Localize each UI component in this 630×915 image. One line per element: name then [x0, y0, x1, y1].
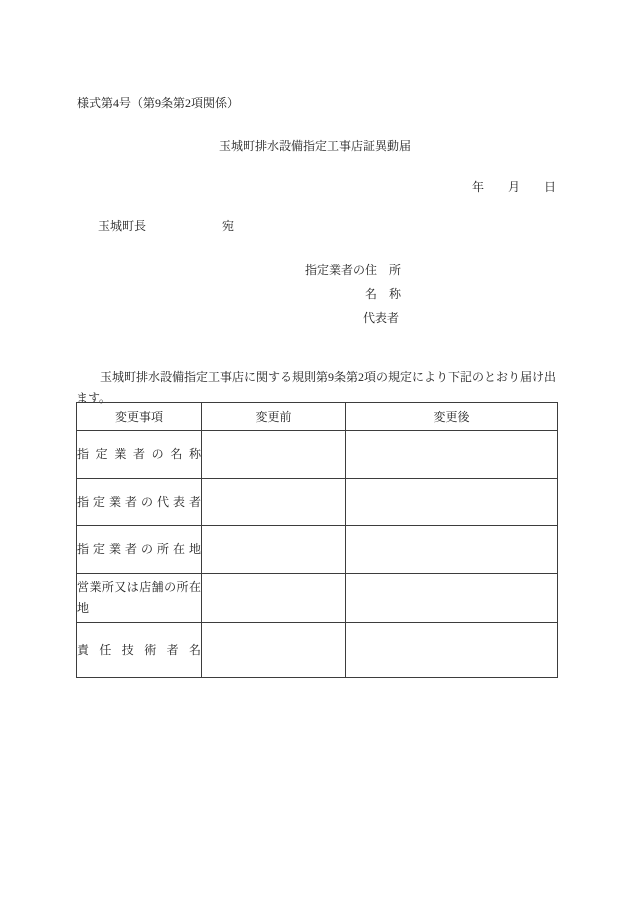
page-title: 玉城町排水設備指定工事店証異動届	[218, 139, 411, 153]
table-row	[77, 526, 558, 574]
header-after-change: 変更後	[346, 403, 558, 431]
cell-before	[202, 526, 346, 574]
cell-before	[202, 431, 346, 479]
date-line: 年 月 日	[471, 180, 556, 194]
cell-after	[346, 623, 558, 678]
addressee-suffix: 宛	[222, 219, 235, 233]
cell-before	[202, 479, 346, 526]
cell-after	[346, 479, 558, 526]
cell-after	[346, 526, 558, 574]
body-line-2: ます。	[76, 391, 112, 405]
cell-before	[202, 574, 346, 623]
table-row	[77, 574, 558, 623]
table-row	[77, 623, 558, 678]
row-label-designated-business-name: 指定業者の名称	[77, 431, 202, 479]
row-label-responsible-engineer-name: 責任技術者名	[77, 623, 202, 678]
cell-before	[202, 623, 346, 678]
table-row	[77, 431, 558, 479]
applicant-representative-label: 代表者	[363, 311, 400, 325]
row-label-designated-business-location: 指定業者の所在地	[77, 526, 202, 574]
applicant-name-label: 名 称	[365, 287, 402, 301]
header-before-change: 変更前	[202, 403, 346, 431]
addressee-name: 玉城町長	[98, 219, 147, 233]
change-table	[76, 402, 558, 678]
row-label-designated-business-representative: 指定業者の代表者	[77, 479, 202, 526]
addressee-line	[98, 219, 234, 234]
cell-after	[346, 574, 558, 623]
row-label-office-or-shop-location: 営業所又は店舗の所在地	[77, 574, 202, 623]
table-row	[77, 479, 558, 526]
header-change-item: 変更事項	[77, 403, 202, 431]
cell-after	[346, 431, 558, 479]
form-number: 様式第4号（第9条第2項関係）	[77, 96, 240, 110]
table-header-row	[77, 403, 558, 431]
applicant-address-label: 指定業者の住 所	[305, 263, 402, 277]
body-line-1: 玉城町排水設備指定工事店に関する規則第9条第2項の規定により下記のとおり届け出	[76, 370, 557, 384]
applicant-block	[305, 258, 401, 330]
